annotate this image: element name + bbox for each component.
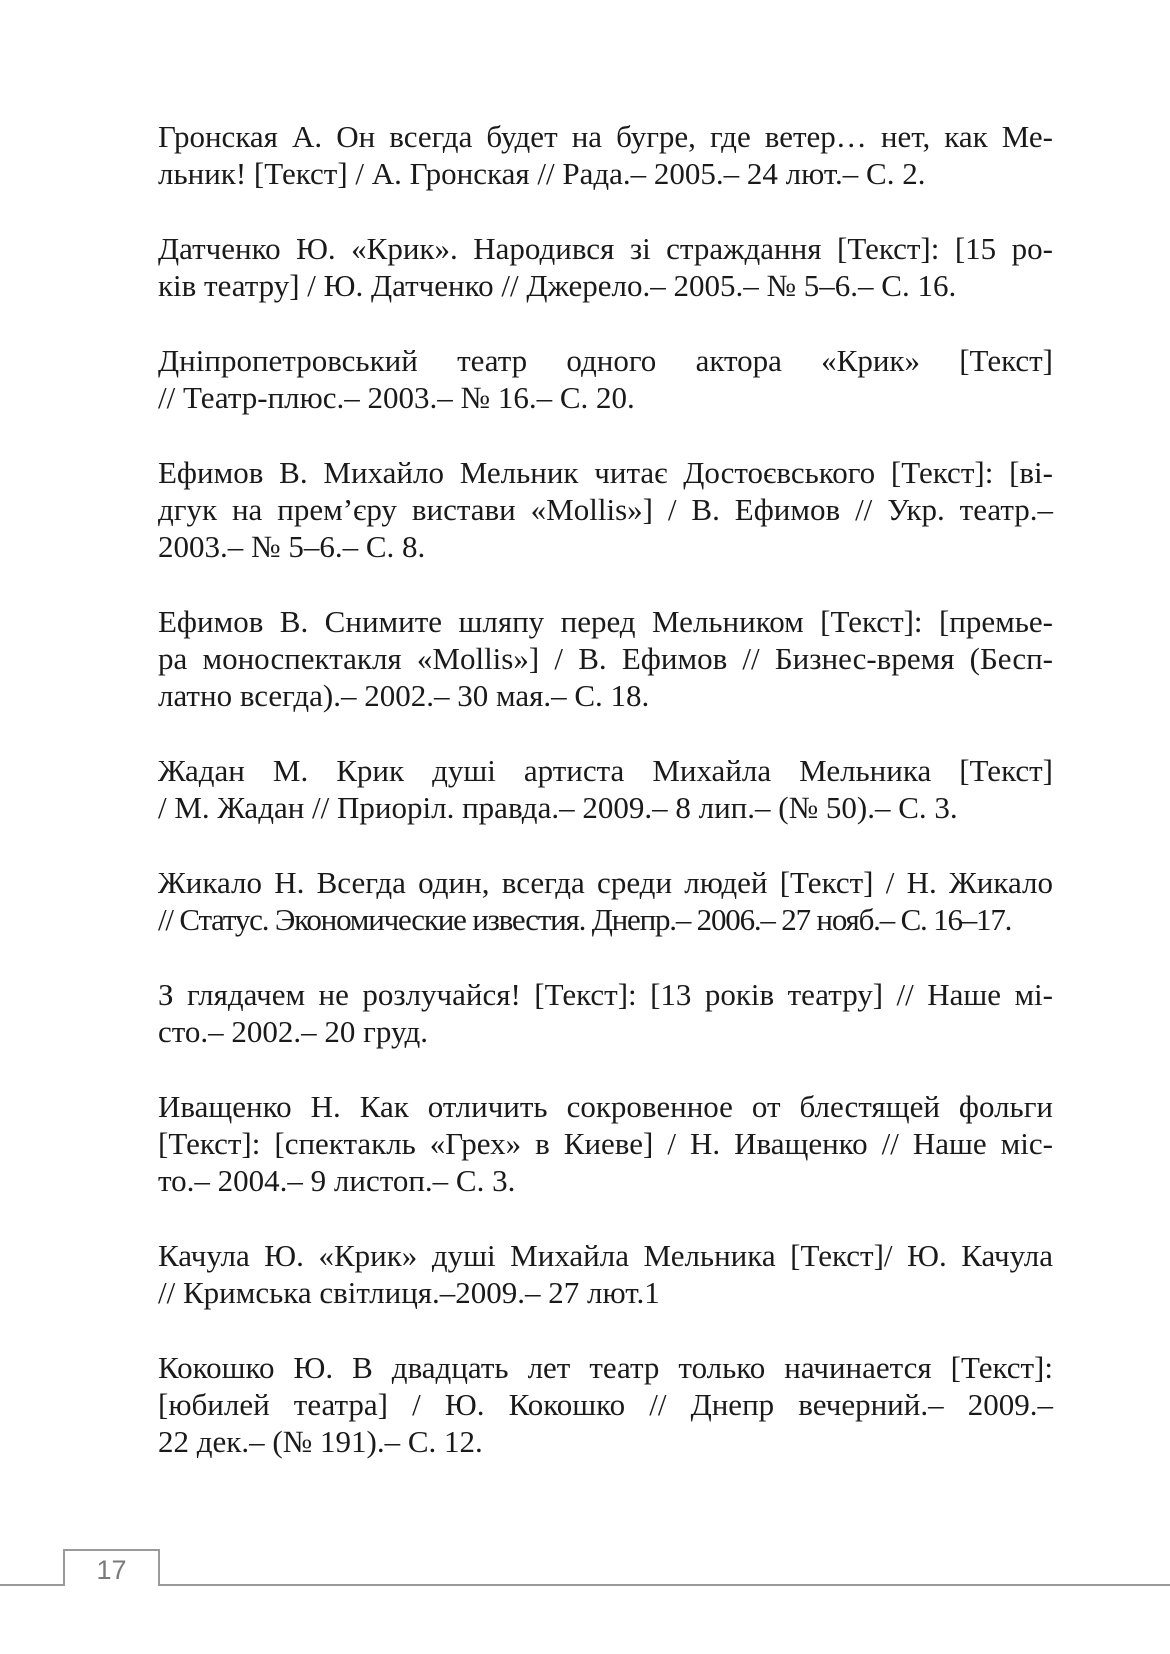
bibliography-entry (158, 118, 1053, 192)
entry-line: Жадан М. Крик душі артиста Михайла Мельника [Текст] (158, 753, 1053, 788)
bibliography-entry (158, 1088, 1053, 1199)
entry-line: // Театр-плюс.– 2003.– № 16.– С. 20. (158, 380, 635, 415)
entry-line: то.– 2004.– 9 листоп.– С. 3. (158, 1163, 516, 1198)
bibliography-entry (158, 230, 1053, 304)
entry-line: Дніпропетровський театр одного актора «Крик» [Текст] (158, 343, 1053, 378)
entry-line: [Текст]: [спектакль «Грех» в Киеве] / Н. Иващенко // Наше міс- (158, 1126, 1053, 1161)
entry-line: Иващенко Н. Как отличить сокровенное от блестящей фольги (158, 1089, 1053, 1124)
entry-line: // Статус. Экономические известия. Днепр.– 2006.– 27 нояб.– С. 16–17. (158, 902, 1012, 937)
bibliography-list (158, 118, 1053, 1498)
bibliography-entry (158, 1349, 1053, 1460)
entry-line: Ефимов В. Михайло Мельник читає Достоєвського [Текст]: [ві- (158, 455, 1053, 490)
entry-line: ра моноспектакля «Mollis»] / В. Ефимов // Бизнес-время (Бесп- (158, 641, 1053, 676)
entry-line: льник! [Текст] / А. Гронская // Рада.– 2005.– 24 лют.– С. 2. (158, 156, 926, 191)
entry-line: дгук на прем’єру вистави «Mollis»] / В. Ефимов // Укр. театр.– (158, 492, 1053, 527)
bibliography-entry (158, 342, 1053, 416)
bibliography-entry (158, 976, 1053, 1050)
bibliography-entry (158, 454, 1053, 565)
entry-line: 2003.– № 5–6.– С. 8. (158, 529, 426, 564)
entry-line: Жикало Н. Всегда один, всегда среди людей [Текст] / Н. Жикало (158, 865, 1053, 900)
entry-line: латно всегда).– 2002.– 30 мая.– С. 18. (158, 678, 650, 713)
entry-line: Ефимов В. Снимите шляпу перед Мельником [Текст]: [премье- (158, 604, 1053, 639)
page-number: 17 (63, 1549, 160, 1586)
bibliography-entry (158, 864, 1053, 938)
entry-line: 22 дек.– (№ 191).– С. 12. (158, 1424, 483, 1459)
entry-line: / М. Жадан // Приоріл. правда.– 2009.– 8 лип.– (№ 50).– С. 3. (158, 790, 958, 825)
entry-line: Качула Ю. «Крик» душі Михайла Мельника [Текст]/ Ю. Качула (158, 1238, 1053, 1273)
entry-line: З глядачем не розлучайся! [Текст]: [13 років театру] // Наше мі- (158, 977, 1053, 1012)
page-footer (0, 1549, 1170, 1609)
entry-line: // Кримська світлиця.–2009.– 27 лют.1 (158, 1275, 660, 1310)
entry-line: Кокошко Ю. В двадцать лет театр только начинается [Текст]: (158, 1350, 1053, 1385)
entry-line: Датченко Ю. «Крик». Народився зі страждання [Текст]: [15 ро- (158, 231, 1053, 266)
bibliography-entry (158, 752, 1053, 826)
entry-line: сто.– 2002.– 20 груд. (158, 1014, 429, 1049)
footer-rule-right (158, 1584, 1170, 1586)
entry-line: [юбилей театра] / Ю. Кокошко // Днепр вечерний.– 2009.– (158, 1387, 1053, 1422)
bibliography-entry (158, 603, 1053, 714)
footer-rule-left (0, 1584, 63, 1586)
entry-line: Гронская А. Он всегда будет на бугре, где ветер… нет, как Ме- (158, 119, 1053, 154)
bibliography-entry (158, 1237, 1053, 1311)
entry-line: ків театру] / Ю. Датченко // Джерело.– 2005.– № 5–6.– С. 16. (158, 268, 957, 303)
